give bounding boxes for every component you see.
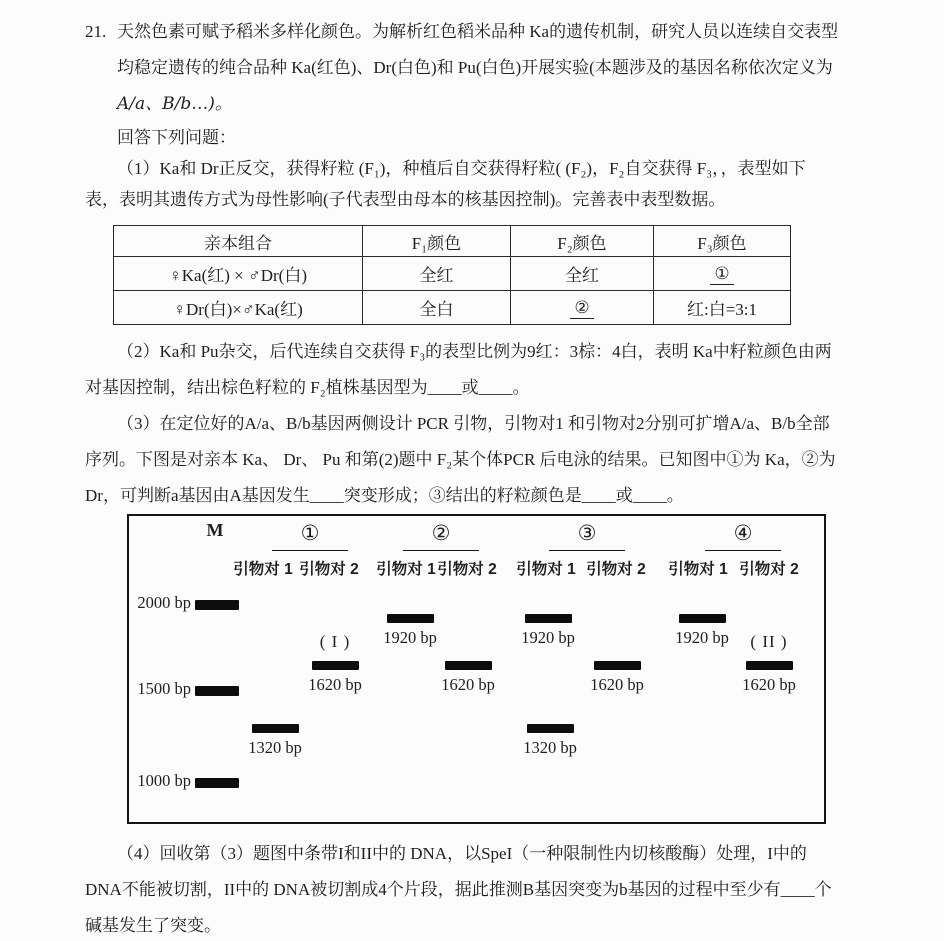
lane-group-label: ③ — [577, 521, 597, 545]
primer-pair-label: 引物对 1 — [668, 561, 728, 578]
marker-band-label: 1500 bp — [137, 679, 191, 698]
primer-pair-label: 引物对 2 — [299, 561, 359, 578]
primer-pair-label: 引物对 2 — [586, 561, 646, 578]
lane-group-underline — [272, 550, 348, 551]
dna-band-size-label: 1320 bp — [248, 738, 302, 757]
q1-line-1: （1）Ka和 Dr正反交，获得籽粒 (F₁)，种植后自交获得籽粒( (F₂)，F₂自交获得 F₃，，表型如下 — [117, 159, 806, 178]
dna-band — [746, 661, 793, 670]
marker-band-label: 2000 bp — [137, 593, 191, 612]
table-row — [114, 257, 791, 291]
dna-band — [252, 724, 299, 733]
q3-line-3: Dr，可判断a基因由A基因发生____突变形成；③结出的籽粒颜色是____或____。 — [85, 486, 684, 505]
lane-group-underline — [403, 550, 479, 551]
q2-line-1: （2）Ka和 Pu杂交，后代连续自交获得 F₃的表型比例为9红：3棕：4白，表明 Ka中籽粒颜色由两 — [117, 342, 832, 361]
sub-question-4 — [85, 836, 924, 941]
primer-pair-label: 引物对 1 — [376, 561, 436, 578]
lane-group-label: ④ — [733, 521, 753, 545]
sub-question-2 — [85, 334, 924, 406]
table-cell: ♀Dr(白)×♂Ka(红) — [114, 291, 363, 325]
intro-line-4: 回答下列问题： — [117, 128, 236, 147]
intro-line-1: 天然色素可赋予稻米多样化颜色。为解析红色稻米品种 Ka的遗传机制，研究人员以连续自交表型 — [117, 22, 839, 41]
dna-band — [679, 614, 726, 623]
q3-line-2: 序列。下图是对亲本 Ka、 Dr、 Pu 和第(2)题中 F₂某个体PCR 后电泳的结果。已知图中①为 Ka，②为 — [85, 450, 836, 469]
lane-group-underline — [705, 550, 781, 551]
table-header-row — [114, 226, 791, 257]
sub-question-1 — [85, 153, 924, 215]
table-header-f1: F₁颜色 — [363, 226, 511, 257]
table-cell: 全红 — [363, 257, 511, 291]
dna-band-size-label: 1620 bp — [308, 675, 362, 694]
table-header-cross: 亲本组合 — [114, 226, 363, 257]
table-cell — [511, 291, 654, 325]
table-cell: 全白 — [363, 291, 511, 325]
gel-diagram — [127, 514, 826, 824]
marker-lane-label: M — [206, 520, 224, 540]
intro-line-3: A/a、B/b…)。 — [117, 94, 232, 114]
blank-answer-1: ① — [710, 264, 733, 285]
marker-band-label: 1000 bp — [137, 771, 191, 790]
marker-band — [195, 686, 239, 696]
dna-band-size-label: 1620 bp — [742, 675, 796, 694]
dna-band-size-label: 1920 bp — [383, 628, 437, 647]
dna-band — [312, 661, 359, 670]
lane-group-label: ① — [300, 521, 320, 545]
question-number: 21. — [85, 22, 107, 41]
primer-pair-label: 引物对 1 — [516, 561, 576, 578]
lane-group-label: ② — [431, 521, 451, 545]
q1-line-2: 表，表明其遗传方式为母性影响(子代表型由母本的核基因控制)。完善表中表型数据。 — [85, 190, 726, 209]
q4-line-1: （4）回收第（3）题图中条带I和II中的 DNA，以SpeI（一种限制性内切核酸酶）处理，I中的 — [117, 844, 807, 863]
text-line — [85, 14, 924, 50]
q2-line-2: 对基因控制，结出棕色籽粒的 F₂植株基因型为____或____。 — [85, 378, 530, 397]
table-cell: 全红 — [511, 257, 654, 291]
dna-band-size-label: 1920 bp — [675, 628, 729, 647]
marker-band — [195, 600, 239, 610]
primer-pair-label: 引物对 2 — [437, 561, 497, 578]
dna-band — [527, 724, 574, 733]
dna-band — [387, 614, 434, 623]
marker-band — [195, 778, 239, 788]
phenotype-table — [113, 225, 791, 325]
q4-line-3: 碱基发生了突变。 — [85, 916, 221, 935]
table-cell: ♀Ka(红) × ♂Dr(白) — [114, 257, 363, 291]
question-intro — [85, 14, 924, 153]
table-cell: 红:白=3:1 — [654, 291, 791, 325]
q3-line-1: （3）在定位好的A/a、B/b基因两侧设计 PCR 引物，引物对1 和引物对2分别可扩增A/a、B/b全部 — [117, 414, 830, 433]
dna-band — [525, 614, 572, 623]
dna-band-size-label: 1620 bp — [441, 675, 495, 694]
table-header-f2: F₂颜色 — [511, 226, 654, 257]
dna-band-size-label: 1620 bp — [590, 675, 644, 694]
intro-line-2: 均稳定遗传的纯合品种 Ka(红色)、Dr(白色)和 Pu(白色)开展实验(本题涉及的基因名称依次定义为 — [117, 58, 833, 77]
primer-pair-label: 引物对 1 — [233, 561, 293, 578]
q4-line-2: DNA不能被切割，II中的 DNA被切割成4个片段，据此推测B基因突变为b基因的过程中至少有____个 — [85, 880, 832, 899]
dna-band-size-label: 1320 bp — [523, 738, 577, 757]
dna-band-tag: ( I ) — [319, 632, 351, 651]
table-row — [114, 291, 791, 325]
primer-pair-label: 引物对 2 — [739, 561, 799, 578]
dna-band — [594, 661, 641, 670]
dna-band-tag: ( II ) — [750, 632, 788, 651]
table-cell — [654, 257, 791, 291]
dna-band-size-label: 1920 bp — [521, 628, 575, 647]
blank-answer-2: ② — [570, 298, 593, 319]
lane-group-underline — [549, 550, 625, 551]
sub-question-3 — [85, 406, 924, 514]
table-header-f3: F₃颜色 — [654, 226, 791, 257]
dna-band — [445, 661, 492, 670]
